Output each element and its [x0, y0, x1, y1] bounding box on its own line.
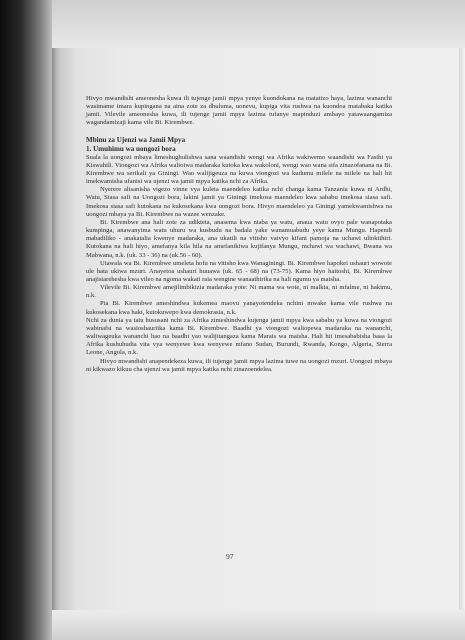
paragraph: Nyerere alisanisha vigezo vinne vya kuleta maendeleo katika nchi changa kama Tanzania kuwa ni Ardhi, Watu, Siasa safi na Uongozi bora, lakini jamii ya Giningi imekosa maendeleo kwa sababu imekosa siasa safi. Imekosa siasa safi kutokana na kukosekana kwa uongozi bora. Hivyo maendeleo ya Giningi yamekwamishwa na uongozi mbaya ya Bi. Kirembwe na wazee wenzake. [86, 186, 392, 218]
subsection-heading: 1. Umuhimu wa uongozi bora [86, 144, 176, 153]
paragraph: Pia Bi. Kirembwe ameshindwa kukemea maovu yanayotendeka nchini mwake kama vile rushwa na kukosekana kwa haki, kutokuwepo kwa demokrasia, n.k. [86, 300, 392, 316]
paragraph: Nchi za dunia ya tatu hususani nchi za Afrika zimeshindwa kujenga jamii mpya kwa sababu ya kuwa na viongozi wabinafsi na wasioshauriika kama Bi. Kirembwe. Baadhi ya viongozi waliopewa madaraka na wananchi, waliwageuka wananchi hao na baadhi yao walijitangaza kama Marais wa maisha. Hali hii imesababisha baaa la Afrika kushuhudia vita vya wenyewe kwa wenyewe mfano Sudan, Burundi, Rwanda, Kongo, Algeria, Sierra Leone, Angola, n.k. [86, 316, 392, 357]
section-heading: Mbinu za Ujenzi wa Jamii Mpya [86, 135, 186, 144]
paragraph: Utawala wa Bi. Kirembwe umeleta hofu na vitisho kwa Wanaginingi. Bi. Kirembwe hapokei ushauri wowote ule hata ukiwa mzuri. Anayetoa ushauri huuawa (uk. 65 - 68) na (73-75). Kama hiyo haitoshi, Bi. Kirembwe anajistarehesha kwa vileo na ngoma wakati raia wengine wanaathirika na hali ngumu ya maisha. [86, 259, 392, 283]
page-edge [459, 0, 465, 640]
spacer [86, 128, 392, 136]
paragraph: Suala la uongozi mbaya limeshughulishwa sana waandishi wengi wa Afrika wakiwemo waandishi wa Fasihi ya Kiswahili. Viongozi wa Afrika walioiwa madaraka kutoka kwa wakoloni, wengi wao wana sifa zinazofanana na Bi. Kirembwe wa serikali ya Giningi. Wao walijigeuza na kuwa viongozi wa kudumu milele na milele na hali hii imekwamisha ufanisi wa ujenzi wa jamii mpya katika nchi za Afrika. [86, 153, 392, 186]
paragraph: Hivyo mwandishi anapendekeza kuwa, ili tujenge jamii mpya lazima tuwe na uongozi mzuri. Uongozi mbaya ni kikwazo kikuu cha ujenzi wa jamii mpya katika nchi zinazoendelea. [86, 357, 392, 373]
paragraph: Vilevile Bi. Kirembwe amejilimbikizia madaraka yote: Ni mama wa wote, ni malkia, ni mfalme, ni hakimu, n.k. [86, 284, 392, 300]
page-bottom-shadow [52, 610, 465, 640]
paragraph: Bi. Kirembwe ana hali zote za udikteta, anasema kwa niaba ya watu, anaua watu ovyo pale wanapotaka kumpinga, anawanyima watu uhuru wa kusbudu na badala yake wanamuabudu yeye kama Mungu. Hapendi mabadiliko - anakatalia kwenye madaraka, ana ukatili na vitisho vaivyo kifani pamoja na uchawi ulioktihiri. Kutokana na hali hiyo, amefanya kila hila na amefanikiwa kujifanya Mungu, mchawi wa wachawi, Bwana wa Mabwana, n.k. (uk. 33 - 36) na (uk.56 - 60). [86, 218, 392, 259]
page-text [86, 95, 392, 374]
scanner-shadow-left [0, 0, 52, 640]
scanner-shadow-top [52, 0, 465, 48]
paragraph: Hivyo mwandishi ameonesha kuwa ili tujenge jamii mpya yenye kuondokana na matatizo haya, lazima wananchi wasimame imara kupingana na aina zote za dhuluma, uonevu, kupiga vita rushwa na kuondoa matabaka katika jamii. Vilevile ameonesha kuwa, ili tujenge jamii mpya lazima tufanye mapinduzi ambayo yatawaangamiza wagandamizaji kama vile Bi. Kirembwe. [86, 95, 392, 127]
page-number: 97 [226, 552, 234, 561]
